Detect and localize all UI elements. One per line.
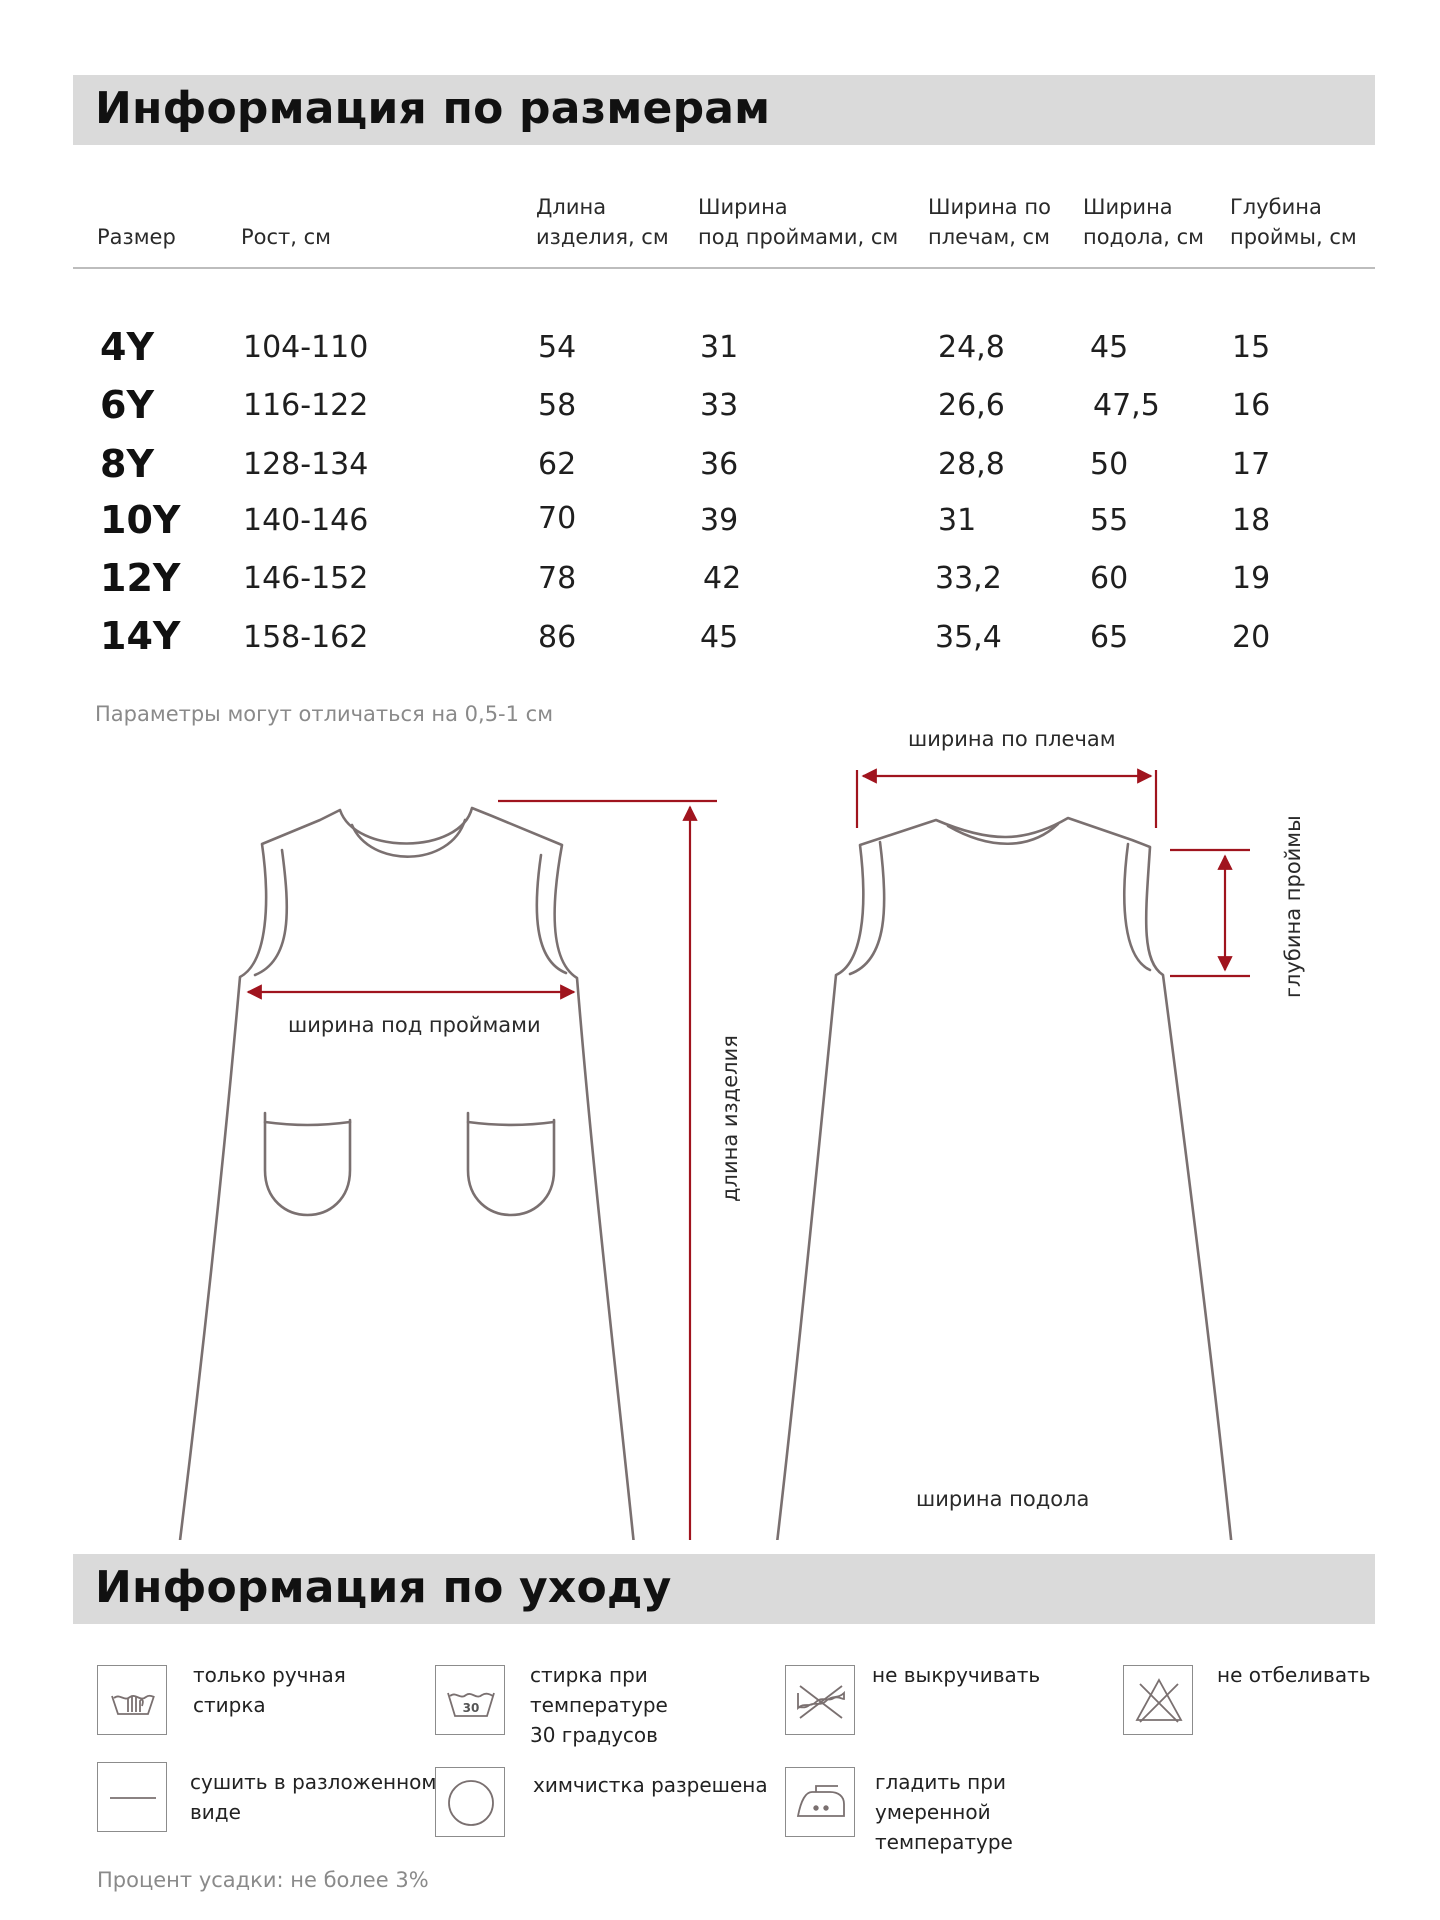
hand-wash-icon <box>97 1665 167 1735</box>
size-cell: 8Y <box>100 442 154 486</box>
armhole-depth-cell: 20 <box>1232 620 1271 655</box>
col-length-header-1: Длина <box>536 195 607 219</box>
iron-medium-icon <box>785 1767 855 1837</box>
dry-clean-icon <box>435 1767 505 1837</box>
label-armhole-width: ширина под проймами <box>288 1013 541 1037</box>
care-section-header <box>73 1554 1375 1624</box>
armhole-width-cell: 36 <box>700 447 739 482</box>
dry-flat-icon <box>97 1762 167 1832</box>
shoulder-width-cell: 28,8 <box>938 447 1005 482</box>
no-wring-icon <box>785 1665 855 1735</box>
height-cell: 146-152 <box>243 561 369 596</box>
hem-width-cell: 45 <box>1090 330 1129 365</box>
col-hem-width-header-2: подола, см <box>1083 225 1204 249</box>
care-label-line1: только ручная <box>193 1663 346 1687</box>
col-armhole-width-header-2: под проймами, см <box>698 225 899 249</box>
wash-30-icon <box>435 1665 505 1735</box>
header-divider <box>73 267 1375 269</box>
height-cell: 116-122 <box>243 388 369 423</box>
height-cell: 104-110 <box>243 330 369 365</box>
height-cell: 158-162 <box>243 620 369 655</box>
height-cell: 140-146 <box>243 503 369 538</box>
size-cell: 12Y <box>100 556 181 600</box>
label-armhole-depth: глубина проймы <box>1281 815 1305 998</box>
label-length: длина изделия <box>718 1035 742 1202</box>
size-cell: 10Y <box>100 498 181 542</box>
size-cell: 6Y <box>100 383 154 427</box>
length-cell: 58 <box>538 388 577 423</box>
care-label-line2: температуре <box>875 1830 1013 1854</box>
col-height-header: Рост, см <box>241 225 332 249</box>
shoulder-width-cell: 31 <box>938 503 977 538</box>
col-armhole-depth-header-2: проймы, см <box>1230 225 1357 249</box>
label-hem-width: ширина подола <box>916 1487 1090 1511</box>
no-bleach-icon <box>1123 1665 1193 1735</box>
length-cell: 62 <box>538 447 577 482</box>
col-hem-width-header-1: Ширина <box>1083 195 1173 219</box>
care-label-line2: виде <box>190 1800 241 1824</box>
care-label-line1: не выкручивать <box>872 1663 1041 1687</box>
armhole-depth-cell: 18 <box>1232 503 1271 538</box>
label-shoulder-width: ширина по плечам <box>908 727 1116 751</box>
shoulder-width-cell: 24,8 <box>938 330 1005 365</box>
size-section-title: Информация по размерам <box>95 83 771 134</box>
col-shoulder-width-header-1: Ширина по <box>928 195 1051 219</box>
armhole-depth-cell: 16 <box>1232 388 1271 423</box>
height-cell: 128-134 <box>243 447 369 482</box>
shrinkage-note: Процент усадки: не более 3% <box>97 1868 429 1892</box>
armhole-depth-cell: 15 <box>1232 330 1271 365</box>
armhole-width-cell: 31 <box>700 330 739 365</box>
col-armhole-width-header-1: Ширина <box>698 195 788 219</box>
care-section-title: Информация по уходу <box>95 1562 672 1613</box>
length-cell: 70 <box>538 501 577 536</box>
size-cell: 4Y <box>100 325 154 369</box>
care-label-line2: стирка <box>193 1693 266 1717</box>
armhole-width-cell: 33 <box>700 388 739 423</box>
length-cell: 86 <box>538 620 577 655</box>
care-label-line1: сушить в разложенном <box>190 1770 437 1794</box>
length-cell: 78 <box>538 561 577 596</box>
care-label-line1: химчистка разрешена <box>533 1773 768 1797</box>
hem-width-cell: 47,5 <box>1093 388 1160 423</box>
care-label-line1: стирка при температуре <box>530 1663 668 1717</box>
shoulder-width-cell: 35,4 <box>935 620 1002 655</box>
length-cell: 54 <box>538 330 577 365</box>
tolerance-note: Параметры могут отличаться на 0,5-1 см <box>95 702 554 726</box>
hem-width-cell: 55 <box>1090 503 1129 538</box>
front-view-outline <box>155 808 652 1540</box>
back-view-outline <box>752 818 1250 1540</box>
armhole-width-cell: 42 <box>703 561 742 596</box>
care-label-line1: гладить при умеренной <box>875 1770 1006 1824</box>
col-size-header: Размер <box>97 225 176 249</box>
armhole-depth-cell: 19 <box>1232 561 1271 596</box>
care-label-line2: 30 градусов <box>530 1723 658 1747</box>
hem-width-cell: 65 <box>1090 620 1129 655</box>
wash-temp-badge: 30 <box>462 1701 480 1715</box>
armhole-width-cell: 45 <box>700 620 739 655</box>
col-length-header-2: изделия, см <box>536 225 669 249</box>
col-shoulder-width-header-2: плечам, см <box>928 225 1050 249</box>
shoulder-width-cell: 33,2 <box>935 561 1002 596</box>
shoulder-width-cell: 26,6 <box>938 388 1005 423</box>
size-cell: 14Y <box>100 614 181 658</box>
measurement-lines <box>248 770 1257 1540</box>
armhole-width-cell: 39 <box>700 503 739 538</box>
hem-width-cell: 60 <box>1090 561 1129 596</box>
armhole-depth-cell: 17 <box>1232 447 1271 482</box>
size-section-header <box>73 75 1375 145</box>
care-label-line1: не отбеливать <box>1217 1663 1371 1687</box>
col-armhole-depth-header-1: Глубина <box>1230 195 1322 219</box>
hem-width-cell: 50 <box>1090 447 1129 482</box>
